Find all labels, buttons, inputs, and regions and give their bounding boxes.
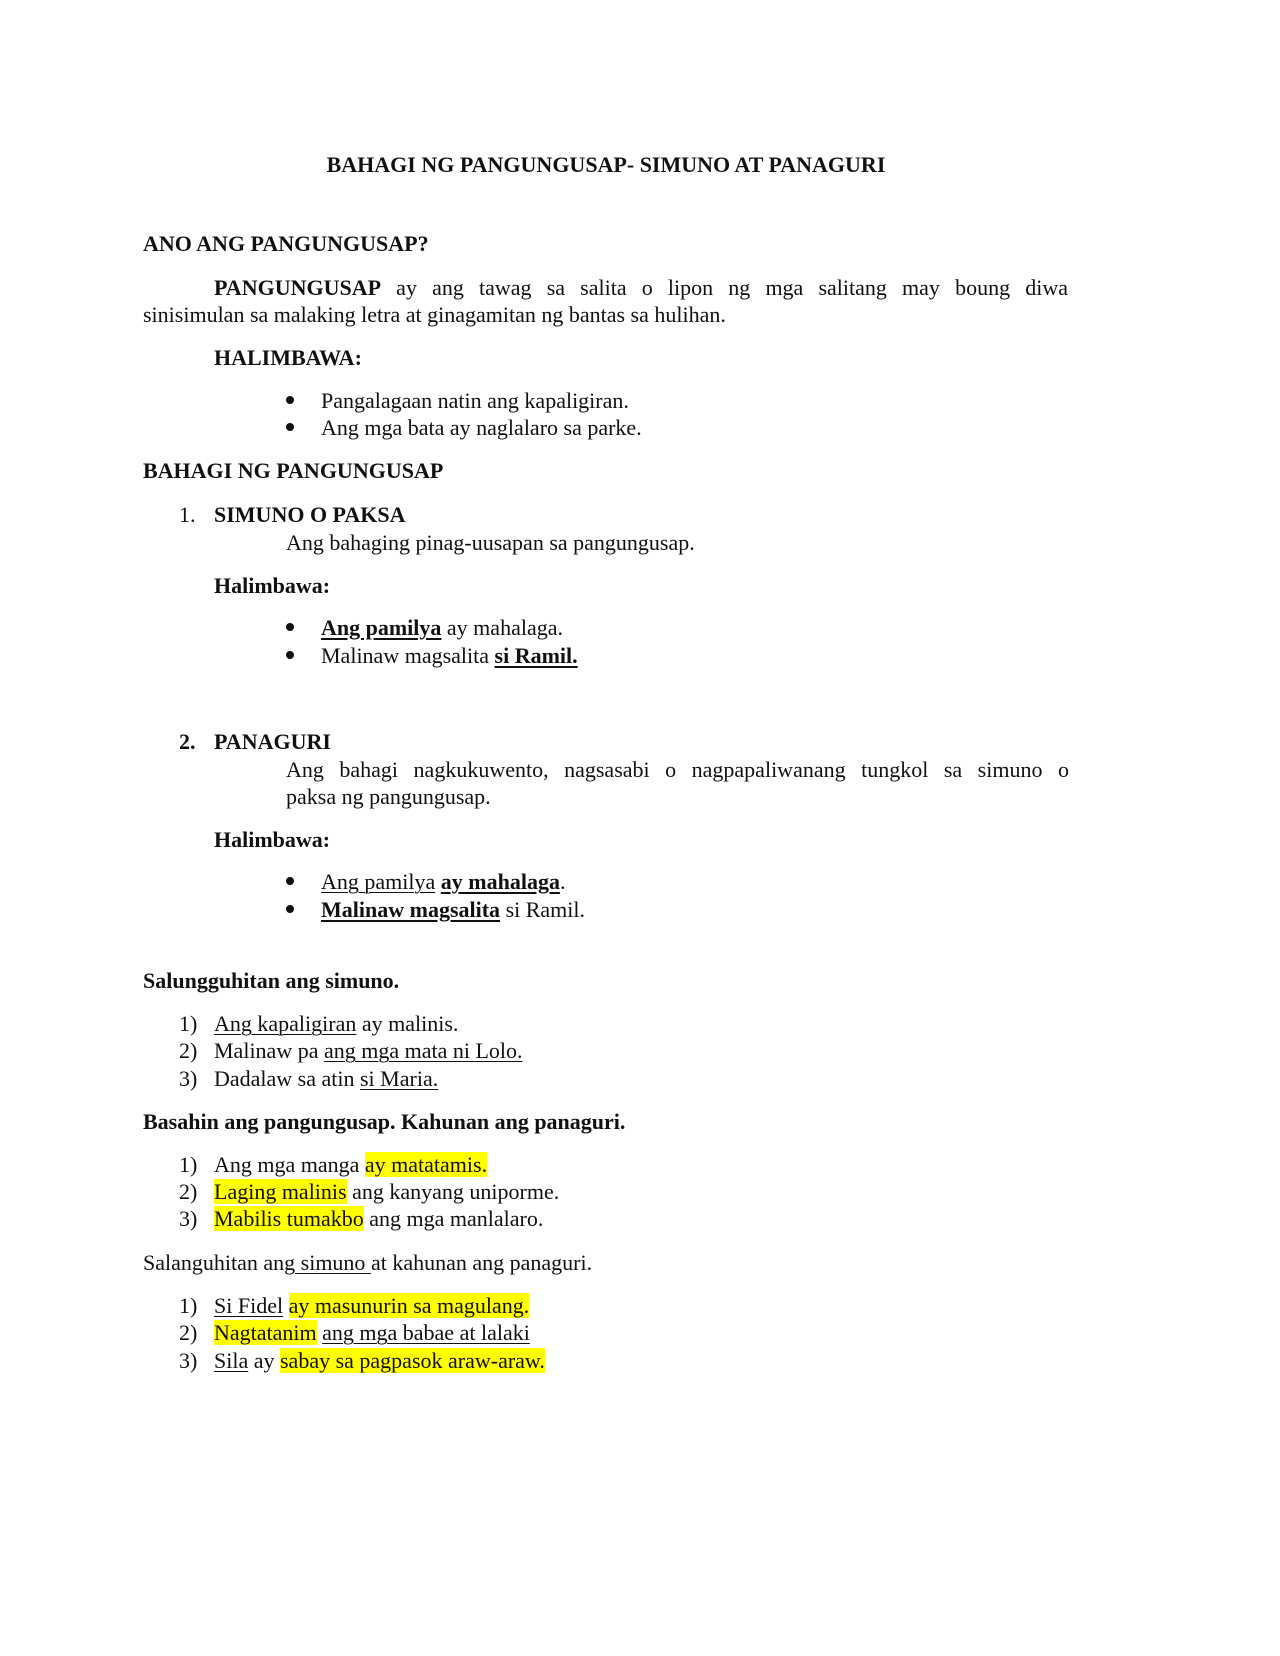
exercise-item [214,1205,543,1233]
list-number: 1. [179,502,196,527]
list-number: 1) [179,1152,198,1177]
predicate-text: ay mahalaga [440,869,560,894]
bullet-icon [286,623,294,631]
subject-text: Ang kapaligiran [214,1011,357,1036]
exercise-item [214,1037,523,1065]
definition-term: PANGUNGUSAP [214,275,382,300]
bullet-icon [286,905,294,913]
subject-text: Sila [214,1348,249,1373]
predicate-highlight: ay masunurin sa magulang. [288,1293,530,1318]
bullet-icon [286,877,294,885]
exercise-instruction: Salungguhitan ang simuno. [143,968,400,993]
subject-text: ang kanyang uniporme. [346,1179,560,1204]
example-label: Halimbawa: [214,573,331,598]
definition-rest: ay ang tawag sa salita o lipon ng mga salitang may boung diwa [381,275,1068,300]
page-title: BAHAGI NG PANGUNGUSAP- SIMUNO AT PANAGURI [326,152,886,177]
list-number: 2) [179,1179,198,1204]
example-item [321,614,563,642]
section-heading-bahagi: BAHAGI NG PANGUNGUSAP [143,458,444,483]
list-number: 3) [179,1206,198,1231]
example-item: Pangalagaan natin ang kapaligiran. [321,388,629,413]
definition-paragraph-line2: sinisimulan sa malaking letra at ginagamitan ng bantas sa hulihan. [143,302,726,327]
space-text: ay [248,1348,280,1373]
example-item [321,868,565,896]
instruction-part: Salanguhitan ang [143,1250,296,1275]
example-item [321,896,585,924]
subject-text: Ang mga manga [214,1152,365,1177]
subject-text: Si Fidel [214,1293,284,1318]
subject-text: ang mga manlalaro. [363,1206,544,1231]
subject-text: si Ramil. [500,897,586,922]
example-label: HALIMBAWA: [214,345,362,370]
part-title-panaguri: PANAGURI [214,729,331,754]
exercise-item [214,1065,438,1093]
exercise-item [214,1347,545,1375]
predicate-text: Malinaw magsalita [321,643,495,668]
part-description-line1: Ang bahagi nagkukuwento, nagsasabi o nagpapaliwanang tungkol sa simuno o [286,757,1069,782]
definition-paragraph-line1 [143,274,1068,302]
space-text [283,1293,289,1318]
example-item: Ang mga bata ay naglalaro sa parke. [321,415,642,440]
bullet-icon [286,423,294,431]
predicate-text: Malinaw magsalita [321,897,501,922]
subject-text: Ang pamilya [321,615,442,640]
subject-text: si Ramil. [494,643,578,668]
predicate-highlight: Nagtatanim [214,1320,317,1345]
instruction-part: at kahunan ang panaguri. [370,1250,593,1275]
list-number: 1) [179,1293,198,1318]
predicate-highlight: sabay sa pagpasok araw-araw. [280,1348,545,1373]
exercise-instruction: Basahin ang pangungusap. Kahunan ang panaguri. [143,1109,626,1134]
exercise-item [214,1151,487,1179]
period-text: . [559,869,566,894]
predicate-text: Dadalaw sa atin [214,1066,360,1091]
exercise-instruction [143,1249,592,1277]
example-item [321,642,578,670]
predicate-highlight: Laging malinis [214,1179,347,1204]
list-number: 3) [179,1066,198,1091]
list-number: 2. [179,729,196,754]
bullet-icon [286,396,294,404]
section-heading-ano: ANO ANG PANGUNGUSAP? [143,231,429,256]
predicate-highlight: Mabilis tumakbo [214,1206,364,1231]
part-description: Ang bahaging pinag-uusapan sa pangungusap. [286,530,695,555]
predicate-text: ay malinis. [356,1011,459,1036]
bullet-icon [286,651,294,659]
exercise-item [214,1292,529,1320]
exercise-item [214,1010,458,1038]
subject-text: si Maria. [360,1066,439,1091]
subject-text: ang mga mata ni Lolo. [323,1038,523,1063]
predicate-text: Malinaw pa [214,1038,324,1063]
predicate-highlight: ay matatamis. [364,1152,488,1177]
list-number: 2) [179,1320,198,1345]
part-description-line2: paksa ng pangungusap. [286,784,491,809]
exercise-item [214,1319,530,1347]
list-number: 1) [179,1011,198,1036]
part-title-simuno: SIMUNO O PAKSA [214,502,406,527]
list-number: 3) [179,1348,198,1373]
instruction-underlined: simuno [295,1250,371,1275]
example-label: Halimbawa: [214,827,331,852]
subject-text: ang mga babae at lalaki [322,1320,530,1345]
subject-text: Ang pamilya [321,869,436,894]
predicate-text: ay mahalaga. [441,615,563,640]
exercise-item [214,1178,559,1206]
list-number: 2) [179,1038,198,1063]
